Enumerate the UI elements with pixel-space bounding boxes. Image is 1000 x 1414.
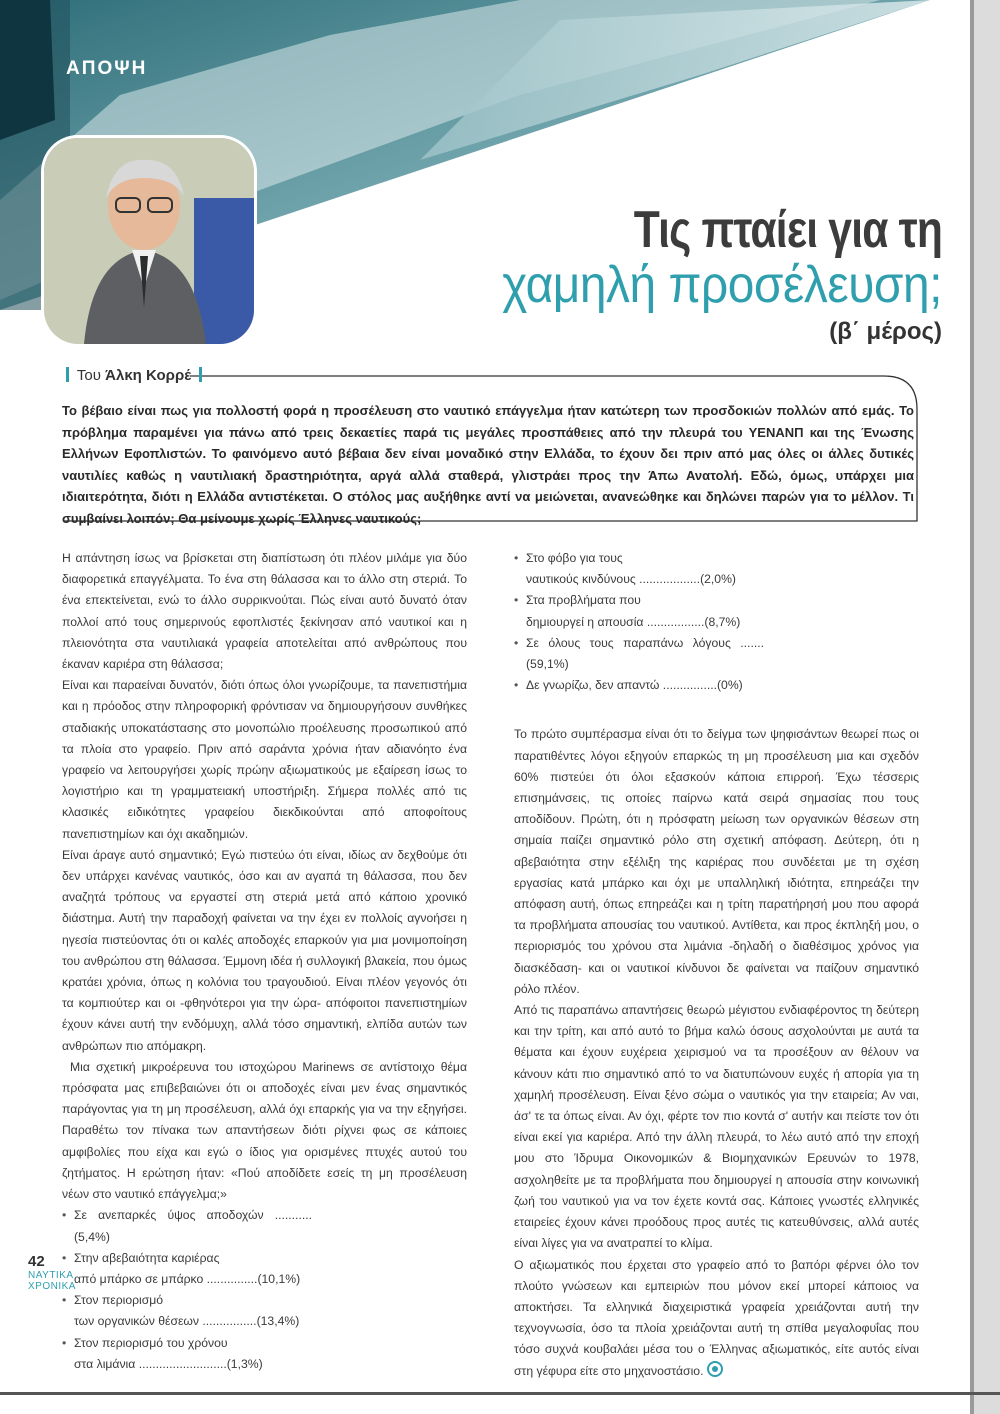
headline-line-1: Τις πταίει για τη	[633, 201, 942, 259]
author-photo	[44, 138, 254, 344]
paragraph: Μια σχετική μικροέρευνα του ιστοχώρου Marinews σε αντίστοιχο θέμα πρόσφατα μας επιβεβαιώνει ότι οι αποδοχές είναι μεν ένας σημαντικός παράγοντας για τη μη προσέλευση, αλλά όχι επαρκής για να την εξηγήσει. Παραθέτω τον πίνακα των απαντήσεων διότι ρίχνει φως σε κάποιες αμφιβολίες που είχα και εγώ ο ίδιος για ορισμένες πτυχές αυτού του ζητήματος. Η ερώτηση ήταν: «Πού αποδίδετε εσείς τη μη προσέλευση νέων στο ναυτικό επάγγελμα;»	[62, 1059, 467, 1202]
survey-item: • Στον περιορισμό των οργανικών θέσεων ................(13,4%)	[62, 1290, 312, 1332]
paragraph: Είναι άραγε αυτό σημαντικό; Εγώ πιστεύω ότι είναι, ιδίως αν δεχθούμε ότι δεν υπάρχει κανένας ναυτικός, όσο και αν αγαπά τη θάλασσα, που δεν αναζητά τρόπους να εργαστεί στη στεριά μετά από κάποιο χρονικό διάστημα. Αυτή την παραδοχή φαίνεται να την έχει εν πολλοίς αγνοήσει η ηγεσία πιστεύοντας ότι οι καλές αποδοχές επαρκούν για μια μονιμοποίηση του ανθρώπου στη θάλασσα. Έμμονη ιδέα ή συλλογική βλακεία, που όμως κρατάει χρόνια, όπως η κολόνια του τραγουδιού. Είναι πλέον γεγονός ότι τα κομπιούτερ και οι -φθηνότεροι για την ώρα- απόφοιτοι πανεπιστημίων έχουν κάνει αυτή την ενδόμυχη, αλλά τόσο σημαντική, ελπίδα αυτών των ανθρώπων πιο απόμακρη.	[62, 847, 467, 1053]
survey-list-left	[62, 1205, 312, 1375]
paragraph: Από τις παραπάνω απαντήσεις θεωρώ μέγιστου ενδιαφέροντος τη δεύτερη και την τρίτη, και από αυτό το βήμα καλώ όσους ασχολούνται με αυτά τα θέματα και έχουν ευχέρεια χειρισμού να τα προσέξουν αν θέλουν να κάνουν κάτι πιο σημαντικό από το να διατυπώνουν ευχές ή απορία για τη χαμηλή προσέλευση. Είναι ξένο σώμα ο ναυτικός για την εταιρεία; Αν ναι, άσ' τε τα όπως είναι. Αν όχι, φέρτε τον πιο κοντά σ' αυτήν και πείστε τον ότι είναι εκεί για καριέρα. Από την άλλη πλευρά, το λέω αυτό από την εποχή μου στο Ίδρυμα Οικονομικών & Βιομηχανικών Ερευνών το 1978, ασχοληθείτε με τα προβλήματα που δημιουργεί η απουσία στην κοινωνική ζωή του ναυτικού για να τον έχετε κοντά σας. Κάποιες γνωστές ελληνικές εταιρείες έχουν κάνει προόδους προς αυτές τις κατευθύνσεις, αλλά αυτές είναι λίγες για να ανατραπεί το κλίμα.	[514, 1003, 919, 1251]
survey-item: • Στον περιορισμό του χρόνου στα λιμάνια ..........................(1,3%)	[62, 1333, 312, 1375]
byline-mark	[66, 367, 69, 382]
byline-author: Άλκη Κορρέ	[105, 367, 191, 384]
byline-mark	[199, 367, 202, 382]
survey-list-right	[514, 548, 764, 696]
survey-item: • Δε γνωρίζω, δεν απαντώ ................(0%)	[514, 675, 764, 696]
headline-line-2: χαμηλή προσέλευση;	[502, 256, 942, 314]
byline	[62, 367, 206, 384]
paragraph: Είναι και παραείναι δυνατόν, διότι όπως όλοι γνωρίζουμε, τα πανεπιστήμια και η πρόοδος στην πληροφορική φρόντισαν να δημιουργήσουν συνθήκες σταδιακής υποκατάστασης στο μονοπώλιο προέλευσης προσωπικού από τα πλοία στο γραφείο. Πριν από σαράντα χρόνια ήταν αδιανόητο ένα γραφείο να λειτουργήσει χωρίς πρώην αξιωματικούς με εξαίρεση ίσως το λογιστήριο και τη γραμματειακή υποστήριξη. Σήμερα πολλές από τις κλασικές ειδικότητες γραφείου διεκδικούνται από αποφοίτους πανεπιστημίων και όχι ακαδημιών.	[62, 678, 467, 841]
left-column	[62, 548, 467, 1375]
survey-item: • Στην αβεβαιότητα καριέρας από μπάρκο σε μπάρκο ...............(10,1%)	[62, 1248, 312, 1290]
byline-prefix: Του	[76, 367, 101, 384]
right-column	[514, 548, 919, 1382]
survey-item: • Σε όλους τους παραπάνω λόγους .......(59,1%)	[514, 633, 764, 675]
page-folio	[28, 1253, 76, 1292]
magazine-name-line-1: ΝΑΥΤΙΚΑ	[28, 1270, 74, 1281]
survey-item: • Σε ανεπαρκές ύψος αποδοχών ...........(5,4%)	[62, 1205, 312, 1247]
paragraph: Η απάντηση ίσως να βρίσκεται στη διαπίστωση ότι πλέον μιλάμε για δύο διαφορετικά επαγγέλματα. Το ένα στη θάλασσα και το άλλο στη στεριά. Το ένα επεκτείνεται, ενώ το άλλο συρρικνούται. Πώς είναι αυτό δυνατό όταν πολλοί από τους σημερινούς εφοπλιστές ξεκίνησαν από ναυτικοί και η πλειονότητα στα ναυτιλιακά γραφεία αποτελείται από ανθρώπους που έκαναν καριέρα στη θάλασσα;	[62, 551, 467, 672]
paragraph: Το πρώτο συμπέρασμα είναι ότι το δείγμα των ψηφισάντων θεωρεί πως οι παρατιθέντες λόγοι εξηγούν επαρκώς τη μη προσέλευση μια και σχεδόν 60% πιστεύει ότι όλοι εξασκούν κάποια επιρροή. Έχω τέσσερις επισημάνσεις, τις οποίες παίρνω κατά σειρά σημασίας που τους αποδίδουν. Πρώτη, ότι η πρόσφατη μείωση των οργανικών θέσεων στη σημαία παίζει σημαντικό ρόλο στη σχετική απόφαση. Δεύτερη, ότι η αβεβαιότητα στην εξέλιξη της καριέρας που συνδέεται με τη σχέση εργασίας κατά μπάρκο και όχι με υπαλληλική ιδιότητα, επηρεάζει την απόφαση αυτή, όπως επηρεάζει και η τρίτη παρατήρησή μου που αφορά τα προβλήματα απουσίας του ναυτικού. Αντίθετα, και προς έκπληξή μου, ο περιορισμός του χρόνου στα λιμάνια -δηλαδή ο διαθέσιμος χρόνος για διασκέδαση- και οι ναυτικοί κίνδυνοι δε φαίνεται να παίζουν σημαντικό ρόλο πλέον.	[514, 727, 919, 996]
survey-item: • Στο φόβο για τους ναυτικούς κινδύνους ..................(2,0%)	[514, 548, 764, 590]
end-of-article-icon	[707, 1361, 723, 1377]
survey-item: • Στα προβλήματα που δημιουργεί η απουσία .................(8,7%)	[514, 590, 764, 632]
magazine-name-line-2: ΧΡΟΝΙΚΑ	[28, 1281, 76, 1292]
section-tag: ΑΠΟΨΗ	[66, 58, 148, 79]
lead-paragraph: Το βέβαιο είναι πως για πολλοστή φορά η προσέλευση στο ναυτικό επάγγελμα ήταν κατώτερη των προσδοκιών πολλών από εμάς. Το πρόβλημα παραμένει για πάνω από τρεις δεκαετίες παρά τις μεγάλες προσπάθειες από την πλευρά του ΥΕΝΑΝΠ και της Ένωσης Ελλήνων Εφοπλιστών. Το φαινόμενο αυτό βέβαια δεν είναι μοναδικό στην Ελλάδα, το έχουν δει πριν από μας όλες οι άλλες δυτικές ναυτιλίες καθώς η ναυτιλιακή δραστηριότητα, αργά αλλά σταθερά, γλιστράει προς την Άπω Ανατολή. Εδώ, όμως, υπάρχει μια ιδιαιτερότητα, διότι η Ελλάδα αντιστέκεται. Ο στόλος μας αυξήθηκε αντί να μειώνεται, ανανεώθηκε και δηλώνει παρών για το μέλλον. Τι συμβαίνει λοιπόν; Θα μείνουμε χωρίς Έλληνες ναυτικούς;	[62, 403, 914, 526]
paragraph: Ο αξιωματικός που έρχεται στο γραφείο από το βαπόρι φέρνει όλο τον πλούτο γνώσεων και εμπειριών που μόνον εκεί μπορεί κάποιος να αποκτήσει. Τα ελληνικά διαχειριστικά γραφεία χρειάζονται αυτή την τεχνογνωσία, όσο τα πλοία χρειάζονται αυτή τη σπίθα μεγαλοφυΐας που τόσο συχνά κουβαλάει μέσα του ο Έλληνας αξιωματικός, είτε αυτός είναι στη γέφυρα είτε στο μηχανοστάσιο.	[514, 1257, 919, 1378]
bottom-rule	[0, 1392, 1000, 1395]
headline-part: (β΄ μέρος)	[829, 318, 942, 345]
scan-edge	[974, 0, 1000, 1414]
page-number: 42	[28, 1253, 45, 1270]
